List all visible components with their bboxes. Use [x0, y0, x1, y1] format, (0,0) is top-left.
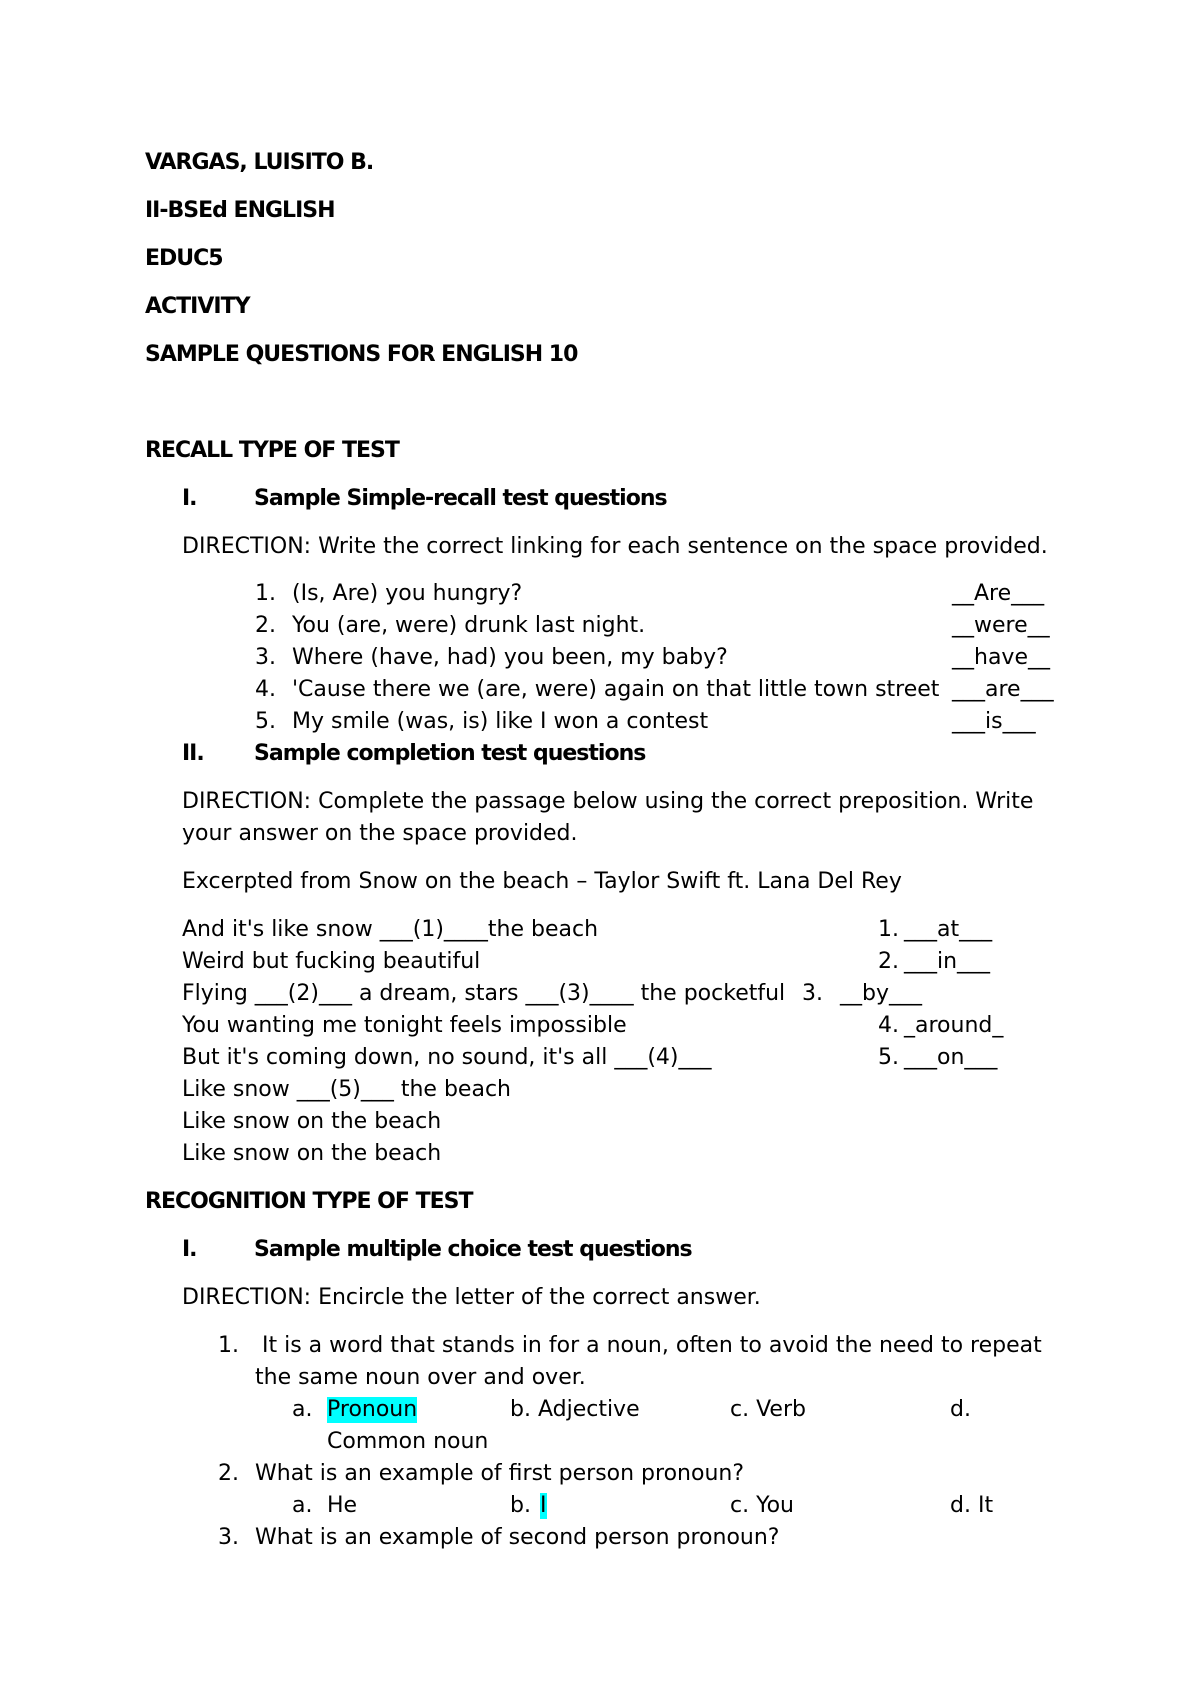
- recall-item-text: 'Cause there we (are, were) again on that little town street: [292, 677, 940, 702]
- recall-item-text: You (are, were) drunk last night.: [292, 613, 646, 638]
- recognition-part1-title: Sample multiple choice test questions: [254, 1237, 692, 1262]
- choice-highlighted: Pronoun: [327, 1397, 418, 1422]
- completion-answer-number: 5.: [878, 1045, 899, 1070]
- recall-part2-numeral: II.: [182, 741, 204, 766]
- recall-item-answer: __were__: [952, 613, 1050, 638]
- lyric-line: Like snow on the beach: [182, 1109, 442, 1134]
- recall-heading: RECALL TYPE OF TEST: [145, 438, 399, 463]
- lyric-line: Like snow ___(5)___ the beach: [182, 1077, 511, 1102]
- course-line: II-BSEd ENGLISH: [145, 198, 335, 223]
- recall-item-answer: ___is___: [952, 709, 1036, 734]
- lyric-line: Weird but fucking beautiful: [182, 949, 481, 974]
- completion-answer: ___on___: [904, 1045, 998, 1070]
- recall-item-number: 5.: [255, 709, 276, 734]
- completion-answer: ___in___: [904, 949, 991, 974]
- recall-item-number: 3.: [255, 645, 276, 670]
- lyric-line: But it's coming down, no sound, it's all ___(4)___: [182, 1045, 712, 1070]
- recall-item-text: My smile (was, is) like I won a contest: [292, 709, 709, 734]
- recall-item-answer: ___are___: [952, 677, 1054, 702]
- lyric-line: Flying ___(2)___ a dream, stars ___(3)____ the pocketful: [182, 981, 786, 1006]
- question-number: 1.: [218, 1333, 239, 1358]
- choice-letter: a.: [292, 1493, 313, 1518]
- recall-part2-direction-cont: your answer on the space provided.: [182, 821, 578, 846]
- excerpt-source: Excerpted from Snow on the beach – Taylor Swift ft. Lana Del Rey: [182, 869, 902, 894]
- recall-part1-numeral: I.: [182, 486, 197, 511]
- recall-item-number: 2.: [255, 613, 276, 638]
- choice-letter: a.: [292, 1397, 313, 1422]
- recall-item-text: (Is, Are) you hungry?: [292, 581, 523, 606]
- activity-line: ACTIVITY: [145, 294, 250, 319]
- choice-d: d.: [950, 1397, 971, 1422]
- completion-answer-number: 4.: [878, 1013, 899, 1038]
- completion-answer-number: 3.: [802, 981, 823, 1006]
- question-text: What is an example of first person pronoun?: [255, 1461, 745, 1486]
- question-text-cont: the same noun over and over.: [255, 1365, 586, 1390]
- recall-part2-title: Sample completion test questions: [254, 741, 646, 766]
- recall-item-text: Where (have, had) you been, my baby?: [292, 645, 728, 670]
- question-number: 2.: [218, 1461, 239, 1486]
- recall-part1-direction: DIRECTION: Write the correct linking for each sentence on the space provided.: [182, 534, 1048, 559]
- recognition-heading: RECOGNITION TYPE OF TEST: [145, 1189, 473, 1214]
- recognition-part1-direction: DIRECTION: Encircle the letter of the correct answer.: [182, 1285, 761, 1310]
- lyric-line: Like snow on the beach: [182, 1141, 442, 1166]
- recall-part2-direction: DIRECTION: Complete the passage below using the correct preposition. Write: [182, 789, 1034, 814]
- question-number: 3.: [218, 1525, 239, 1550]
- completion-answer-number: 2.: [878, 949, 899, 974]
- lyric-line: And it's like snow ___(1)____the beach: [182, 917, 599, 942]
- question-text: It is a word that stands in for a noun, often to avoid the need to repeat: [255, 1333, 1042, 1358]
- recognition-part1-numeral: I.: [182, 1237, 197, 1262]
- recall-item-answer: __have__: [952, 645, 1050, 670]
- recall-item-number: 4.: [255, 677, 276, 702]
- recall-item-answer: __Are___: [952, 581, 1045, 606]
- recall-item-number: 1.: [255, 581, 276, 606]
- recall-part1-title: Sample Simple-recall test questions: [254, 486, 667, 511]
- document-title: SAMPLE QUESTIONS FOR ENGLISH 10: [145, 342, 578, 367]
- choice-b-letter: b.: [510, 1493, 538, 1518]
- subject-line: EDUC5: [145, 246, 223, 271]
- completion-answer: __by___: [840, 981, 922, 1006]
- choice-b: b. Adjective: [510, 1397, 640, 1422]
- choice-a-text: He: [327, 1493, 358, 1518]
- lyric-line: You wanting me tonight feels impossible: [182, 1013, 627, 1038]
- completion-answer: _around_: [904, 1013, 1004, 1038]
- completion-answer-number: 1.: [878, 917, 899, 942]
- choice-c: c. Verb: [730, 1397, 806, 1422]
- question-text: What is an example of second person pronoun?: [255, 1525, 780, 1550]
- choice-d: d. It: [950, 1493, 994, 1518]
- choice-c: c. You: [730, 1493, 795, 1518]
- choice-highlighted: I: [540, 1493, 547, 1518]
- completion-answer: ___at___: [904, 917, 993, 942]
- choice-d-cont: Common noun: [327, 1429, 489, 1454]
- student-name: VARGAS, LUISITO B.: [145, 150, 374, 175]
